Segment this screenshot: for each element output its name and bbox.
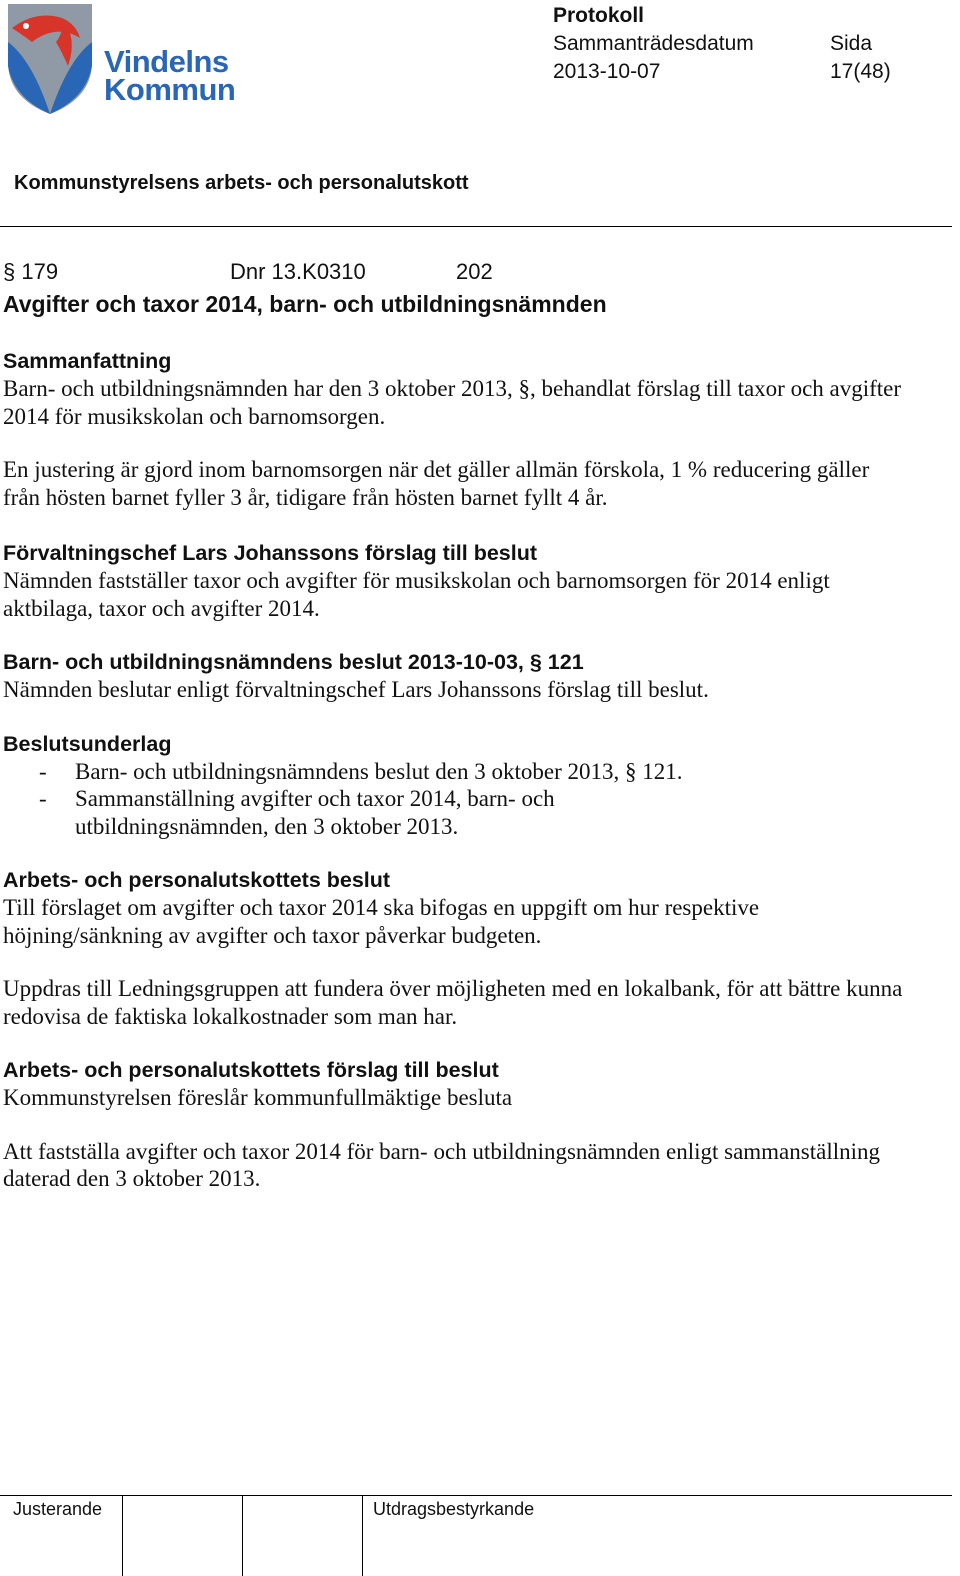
summary-heading: Sammanfattning (3, 349, 172, 373)
list-item (3, 758, 903, 786)
proposal-heading: Förvaltningschef Lars Johanssons förslag till beslut (3, 541, 538, 565)
meeting-date-value: 2013-10-07 (553, 60, 661, 83)
board-decision-heading: Barn- och utbildningsnämndens beslut 2013-10-03, § 121 (3, 650, 584, 674)
footer-divider (0, 1495, 952, 1496)
signature-box-divider (122, 1496, 123, 1576)
bullet-dash: - (39, 786, 47, 811)
classification-code: 202 (456, 259, 493, 284)
fish-shield-icon (2, 2, 98, 116)
committee-decision-paragraph-2: Uppdras till Ledningsgruppen att fundera över möjligheten med en lokalbank, för att bättre kunna redovisa de faktiska lokalkostnader som man har. (3, 976, 903, 1029)
reference-line (3, 257, 903, 287)
bullet-dash: - (39, 758, 47, 784)
section-number: § 179 (3, 259, 59, 284)
document-type: Protokoll (553, 4, 645, 27)
list-item (3, 785, 903, 840)
signature-box-divider (242, 1496, 243, 1576)
page-number: 17(48) (830, 60, 891, 83)
item-title: Avgifter och taxor 2014, barn- och utbildningsnämnden (3, 291, 607, 317)
committee-proposal-paragraph-1: Kommunstyrelsen föreslår kommunfullmäktige besluta (3, 1085, 513, 1110)
list-item-text: Barn- och utbildningsnämndens beslut den 3 oktober 2013, § 121. (75, 758, 683, 784)
list-item-text: Sammanställning avgifter och taxor 2014, barn- och utbildningsnämnden, den 3 oktober 2013. (75, 786, 555, 839)
justerande-label: Justerande (13, 1499, 103, 1519)
page-label: Sida (830, 32, 873, 55)
logo-name-line1: Vindelns (104, 44, 229, 79)
logo-name-line2: Kommun (104, 72, 236, 107)
diary-number: Dnr 13.K0310 (230, 259, 366, 284)
signature-box-divider (362, 1496, 363, 1576)
proposal-paragraph: Nämnden fastställer taxor och avgifter för musikskolan och barnomsorgen för 2014 enligt aktbilaga, taxor och avgifter 2014. (3, 568, 830, 621)
summary-paragraph-1: Barn- och utbildningsnämnden har den 3 oktober 2013, §, behandlat förslag till taxor och avgifter 2014 för musikskolan och barnomsorgen. (3, 376, 902, 429)
utdragsbestyrkande-label: Utdragsbestyrkande (373, 1499, 535, 1519)
protocol-body (3, 257, 903, 1193)
committee-name: Kommunstyrelsens arbets- och personalutskott (14, 172, 469, 194)
committee-proposal-heading: Arbets- och personalutskottets förslag till beslut (3, 1058, 499, 1082)
basis-heading: Beslutsunderlag (3, 731, 172, 756)
committee-proposal-paragraph-2: Att fastställa avgifter och taxor 2014 för barn- och utbildningsnämnden enligt sammanställning daterad den 3 oktober 2013. (3, 1138, 880, 1191)
committee-decision-heading: Arbets- och personalutskottets beslut (3, 868, 391, 892)
summary-paragraph-2: En justering är gjord inom barnomsorgen när det gäller allmän förskola, 1 % reducering gäller från hösten barnet fyller 3 år, tidigare från hösten barnet fyllt 4 år. (3, 457, 870, 510)
basis-list (3, 758, 903, 841)
header-divider (0, 226, 952, 227)
board-decision-paragraph: Nämnden beslutar enligt förvaltningschef Lars Johanssons förslag till beslut. (3, 677, 709, 702)
committee-decision-paragraph-1: Till förslaget om avgifter och taxor 2014 ska bifogas en uppgift om hur respektive höjning/sänkning av avgifter och taxor påverkar budgeten. (3, 895, 760, 948)
meeting-date-label: Sammanträdesdatum (553, 32, 754, 55)
municipality-logo (2, 2, 242, 118)
